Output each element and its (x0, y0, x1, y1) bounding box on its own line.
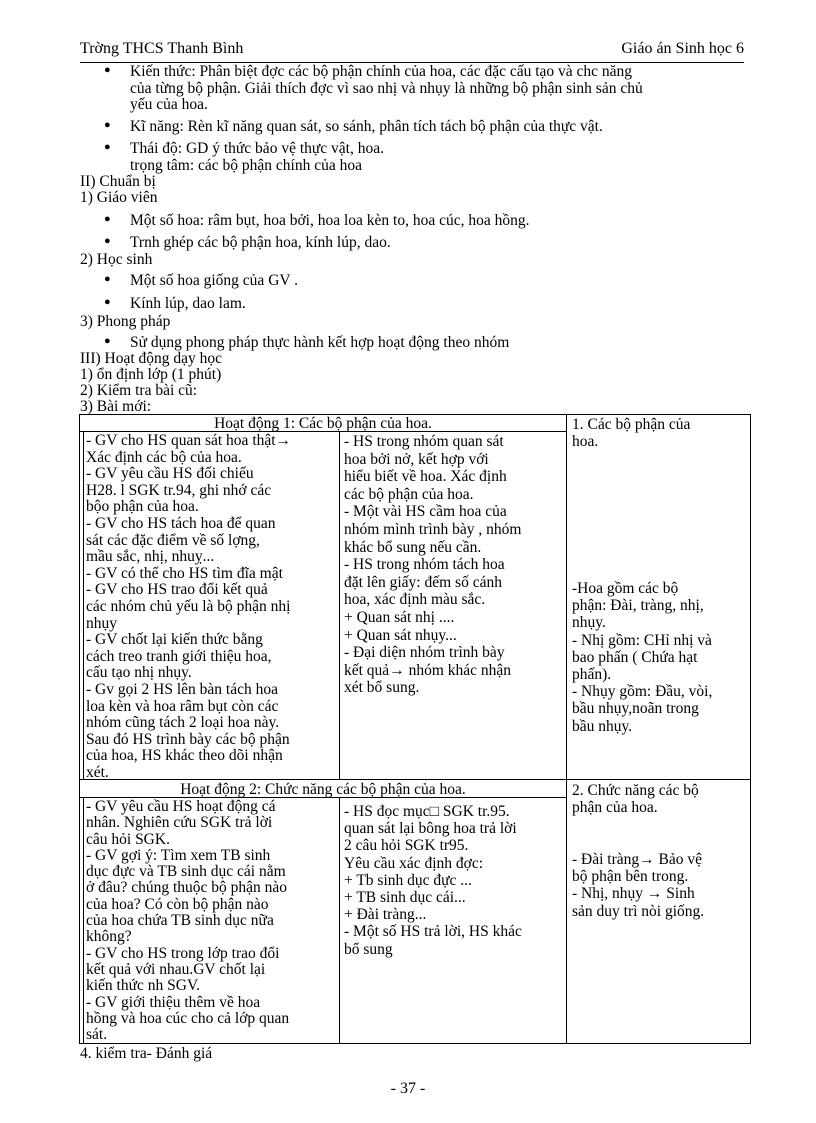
text-line: sản duy trì nòi giống. (572, 902, 705, 920)
text-line: khác bổ sung nếu cần. (344, 538, 482, 556)
text-line: bộ phận bên trong. (572, 868, 689, 886)
activity-1-summary-title (572, 416, 690, 450)
text-line: không? (86, 928, 132, 946)
table-divider (339, 798, 340, 1044)
bullet-icon: ● (104, 119, 111, 131)
activity-2-teacher (86, 799, 289, 1043)
objective-knowledge-line: Kiến thức: Phân biệt đợc các bộ phận chính của hoa, các đặc cấu tạo và chc năng (130, 63, 633, 80)
bullet-icon: ● (104, 296, 111, 308)
text-line: sát. (86, 1026, 108, 1044)
text-line: hoa bởi nở, kết hợp với (344, 450, 489, 468)
text-line: kiến thức nh SGV. (86, 977, 201, 995)
table-divider (83, 798, 84, 1044)
text-line: của hoa, HS khác theo dõi nhận (86, 747, 283, 765)
text-line: + Quan sát nhị .... (344, 608, 455, 626)
text-line: - GV cho HS trao đổi kết quả (86, 581, 268, 599)
text-line: 2 câu hỏi SGK tr95. (344, 837, 469, 855)
student-item: Kính lúp, dao lam. (130, 295, 246, 312)
text-line: Sau đó HS trình bày các bộ phận (86, 730, 290, 748)
section-heading: III) Hoạt động dạy học (80, 350, 223, 367)
text-line: - Đài tràng→ Bảo vệ (572, 851, 702, 868)
student-item: Một số hoa giống của GV . (130, 272, 299, 289)
text-line: phấn). (572, 666, 612, 684)
text-line: 1. Các bộ phận của (572, 416, 691, 433)
text-line: hoa, xác định màu sắc. (344, 591, 486, 609)
text-line: - Nhụy gồm: Đầu, vòi, (572, 683, 713, 701)
text-line: - Nhị, nhụy → Sinh (572, 885, 695, 903)
text-line: - Nhị gồm: CHỉ nhị và (572, 631, 712, 649)
text-line: - GV giới thiệu thêm về hoa (86, 993, 261, 1011)
text-line: loa kèn và hoa râm bụt còn các (86, 697, 279, 715)
activity-1-student (344, 433, 521, 697)
text-line: quan sát lại bông hoa trả lời (344, 820, 517, 838)
bullet-icon: ● (104, 235, 111, 247)
teacher-item: Trnh ghép các bộ phận hoa, kính lúp, dao. (130, 234, 391, 251)
text-line: kết quả với nhau.GV chốt lại (86, 960, 266, 978)
text-line: - GV yêu cầu HS đối chiếu (86, 465, 254, 483)
bullet-icon: ● (104, 64, 111, 76)
text-line: + TB sinh dục cái... (344, 889, 466, 907)
text-line: - GV cho HS quan sát hoa thật→ (86, 432, 292, 449)
subsection-heading: 1) Giáo viên (80, 189, 158, 206)
text-line: - HS trong nhóm tách hoa (344, 556, 505, 574)
document-title: Giáo án Sinh học 6 (621, 40, 744, 57)
text-line: + Đài tràng... (344, 906, 427, 924)
text-line: hoa. (572, 433, 599, 450)
bullet-icon: ● (104, 335, 111, 347)
text-line: - GV gợi ý: Tìm xem TB sinh (86, 846, 271, 864)
activity-2-student (344, 803, 522, 958)
text-line: các bộ phận của hoa. (344, 485, 474, 503)
text-line: 2. Chức năng các bộ (572, 782, 699, 799)
table-divider (566, 414, 567, 1044)
school-name: Trờng THCS Thanh Bình (80, 40, 244, 57)
step-line: 1) ổn định lớp (1 phút) (80, 366, 222, 383)
text-line: - GV yêu cầu HS hoạt động cá (86, 798, 276, 815)
activity-1-title: Hoạt động 1: Các bộ phận của hoa. (214, 415, 432, 432)
text-line: của hoa chứa TB sinh dục nữa (86, 912, 274, 930)
text-line: - GV chốt lại kiến thức bằng (86, 631, 263, 649)
text-line: sát các đặc điểm về số lợng, (86, 531, 260, 549)
text-line: - HS đọc mục□ SGK tr.95. (344, 803, 510, 820)
text-line: nhụy (86, 614, 117, 632)
activity-1-teacher (86, 433, 291, 781)
text-line: nhân. Nghiên cứu SGK trả lời (86, 814, 273, 832)
text-line: bầu nhụy. (572, 717, 633, 735)
text-line: của hoa? Có còn bộ phận nào (86, 895, 269, 913)
text-line: - Một vài HS cầm hoa của (344, 503, 507, 521)
assessment-heading: 4. kiểm tra- Đánh giá (80, 1045, 213, 1062)
text-line: phận: Đài, tràng, nhị, (572, 597, 704, 615)
text-line: xét. (86, 763, 109, 781)
text-line: - GV cho HS tách hoa để quan (86, 514, 276, 532)
method-item: Sử dụng phong pháp thực hành kết hợp hoạt động theo nhóm (130, 334, 510, 351)
bullet-icon: ● (104, 213, 111, 225)
text-line: - GV có thể cho HS tìm đĩa mật (86, 564, 283, 582)
text-line: cấu tạo nhị nhụy. (86, 664, 192, 682)
text-line: bao phấn ( Chứa hạt (572, 648, 698, 666)
objective-knowledge-line: của từng bộ phận. Giải thích đợc vì sao nhị và nhụy là những bộ phận sinh sản chủ (130, 80, 643, 97)
text-line: phận của hoa. (572, 799, 658, 816)
text-line: - Đại diện nhóm trình bày (344, 644, 505, 662)
text-line: các nhóm chủ yếu là bộ phận nhị (86, 597, 291, 615)
text-line: mầu sắc, nhị, nhuỵ... (86, 548, 215, 566)
text-line: bộo phận của hoa. (86, 498, 199, 516)
text-line: đặt lên giấy: đếm số cánh (344, 573, 502, 591)
text-line: Yêu cầu xác định đợc: (344, 854, 484, 872)
text-line: ở đâu? chúng thuộc bộ phận nào (86, 879, 288, 897)
text-line: xét bổ sung. (344, 679, 420, 697)
text-line: - Gv gọi 2 HS lên bàn tách hoa (86, 680, 278, 698)
text-line: nhóm cũng tách 2 loại hoa này. (86, 714, 280, 732)
objective-attitude: Thái độ: GD ý thức bảo vệ thực vật, hoa. (130, 140, 384, 157)
text-line: + Tb sinh dục đực ... (344, 871, 472, 889)
text-line: - Một số HS trả lời, HS khác (344, 923, 522, 941)
bullet-icon: ● (104, 273, 111, 285)
subsection-heading: 3) Phong pháp (80, 313, 171, 330)
objective-focus: trọng tâm: các bộ phận chính của hoa (130, 157, 362, 174)
objective-skill: Kĩ năng: Rèn kĩ năng quan sát, so sánh, phân tích tách bộ phận của thực vật. (130, 118, 603, 135)
text-line: dục đực và TB sinh dục cái nằm (86, 863, 286, 881)
text-line: bầu nhụy,noãn trong (572, 700, 699, 718)
text-line: kết quả→ nhóm khác nhận (344, 661, 512, 679)
objective-knowledge-line: yếu của hoa. (130, 96, 208, 113)
section-heading: II) Chuẩn bị (80, 173, 156, 190)
text-line: bổ sung (344, 940, 393, 958)
text-line: hiểu biết về hoa. Xác định (344, 468, 507, 486)
text-line: H28. l SGK tr.94, ghi nhớ các (86, 481, 272, 499)
bullet-icon: ● (104, 141, 111, 153)
step-line: 3) Bài mới: (80, 398, 152, 415)
step-line: 2) Kiểm tra bài cũ: (80, 382, 198, 399)
text-line: nhóm mình trình bày , nhóm (344, 520, 522, 538)
text-line: - HS trong nhóm quan sát (344, 433, 504, 450)
text-line: Xác định các bộ của hoa. (86, 448, 242, 466)
page-header (80, 40, 744, 63)
text-line: - GV cho HS trong lớp trao đổi (86, 944, 280, 962)
activity-2-title: Hoạt động 2: Chức năng các bộ phận của hoa. (180, 781, 466, 798)
table-divider (83, 432, 84, 779)
text-line: hồng và hoa cúc cho cả lớp quan (86, 1009, 290, 1027)
text-line: + Quan sát nhụy... (344, 626, 457, 644)
page-number: - 37 - (390, 1080, 426, 1097)
activity-1-summary (572, 580, 712, 735)
activity-2-summary-title (572, 782, 699, 816)
table-divider (339, 432, 340, 779)
teacher-item: Một số hoa: râm bụt, hoa bởi, hoa loa kèn to, hoa cúc, hoa hồng. (130, 212, 530, 229)
subsection-heading: 2) Học sinh (80, 251, 153, 268)
text-line: cách treo tranh giới thiệu hoa, (86, 647, 272, 665)
text-line: câu hỏi SGK. (86, 830, 170, 848)
text-line: -Hoa gồm các bộ (572, 580, 679, 597)
activity-2-summary (572, 851, 704, 920)
text-line: nhụy. (572, 614, 606, 632)
